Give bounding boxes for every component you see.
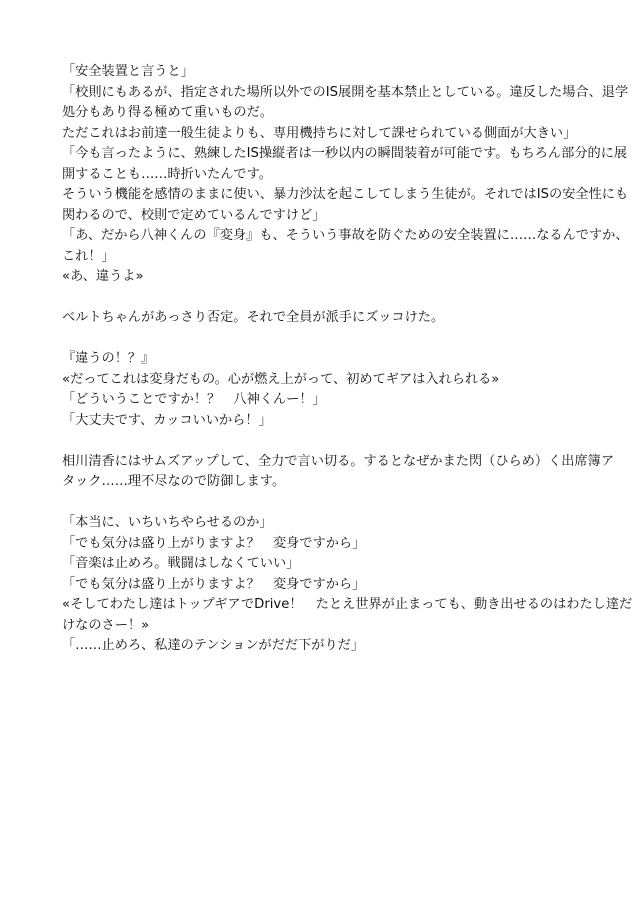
text-line: 「校則にもあるが、指定された場所以外でのIS展開を基本禁止としている。違反した場合、退学 xyxy=(62,84,629,100)
text-line: 「今も言ったように、熟練したIS操縦者は一秒以内の瞬間装着が可能です。もちろん部分的に展 xyxy=(62,146,628,161)
text-line: 「どういうことですか！？ 八神くんー！」 xyxy=(62,392,326,407)
text-line: «だってこれは変身だもの。心が燃え上がって、初めてギアは入れられる» xyxy=(62,371,500,387)
blank-line xyxy=(62,493,582,514)
text-line: けなのさー！» xyxy=(62,617,150,633)
text-line: 「でも気分は盛り上がりますよ？ 変身ですから」 xyxy=(62,535,366,551)
text-line: 相川清香にはサムズアップして、全力で言い切る。するとなぜかまた閃（ひらめ）く出席簿ア xyxy=(62,453,615,469)
text-line: 開することも……時折いたんです。 xyxy=(62,166,272,182)
document-page xyxy=(62,62,633,657)
text-line: 「安全装置と言うと」 xyxy=(62,64,194,79)
text-line: 関わるので、校則で定めているんですけど」 xyxy=(62,207,326,223)
text-line: 「でも気分は盛り上がりますよ？ 変身ですから」 xyxy=(62,576,366,592)
blank-line xyxy=(62,431,582,452)
text-line: これ！」 xyxy=(62,248,115,264)
text-line: 「……止めろ、私達のテンションがだだ下がりだ」 xyxy=(62,638,365,653)
text-line: 「音楽は止めろ。戦闘はしなくていい」 xyxy=(62,556,300,571)
text-line: 「あ、だから八神くんの『変身』も、そういう事故を防ぐための安全装置に……なるんですか、 xyxy=(62,228,629,243)
blank-line xyxy=(62,288,582,309)
blank-line xyxy=(62,329,582,350)
text-line: 処分もあり得る極めて重いものだ。 xyxy=(62,105,273,120)
text-line: タック……理不尽なので防御します。 xyxy=(62,474,286,489)
text-line: ベルトちゃんがあっさり否定。それで全員が派手にズッコけた。 xyxy=(62,310,445,325)
text-line: そういう機能を感情のままに使い、暴力沙汰を起こしてしまう生徒が。それではISの安全性にも xyxy=(62,187,629,202)
text-line: «そしてわたし達はトップギアでDrive！ たとえ世界が止まっても、動き出せるのはわたし達だ xyxy=(62,597,633,612)
text-line: 「本当に、いちいちやらせるのか」 xyxy=(62,515,273,530)
text-line: «あ、違うよ» xyxy=(62,269,144,284)
text-line: ただこれはお前達一般生徒よりも、専用機持ちに対して課せられている側面が大きい」 xyxy=(62,125,577,141)
text-line: 「大丈夫です、カッコいいから！」 xyxy=(62,412,272,428)
text-line: 『違うの！？』 xyxy=(62,351,155,366)
